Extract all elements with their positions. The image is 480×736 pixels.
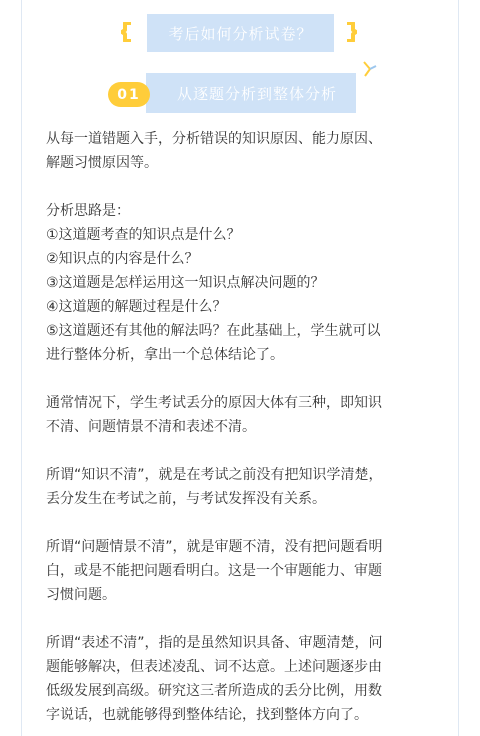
text-line: 从每一道错题入手，分析错误的知识原因、能力原因、 [46,131,382,147]
paragraph [46,127,438,175]
text-line: 所谓“问题情景不清”，就是审题不清，没有把问题看明 [46,539,383,555]
section-title: 从逐题分析到整体分析 [146,73,356,113]
paragraph [46,391,438,439]
section-number-badge: 01 [108,82,150,107]
paragraph [46,199,438,367]
text-line: 字说话，也就能够得到整体结论，找到整体方向了。 [46,707,368,723]
frame-line-left [21,0,22,736]
bracket-left-icon [121,22,135,42]
frame-line-right [458,0,459,736]
text-line: 低级发展到高级。研究这三者所造成的丢分比例，用数 [46,683,382,699]
sparkle-icon [362,60,378,78]
text-line: 分析思路是： [46,203,130,219]
text-line: 所谓“知识不清”，就是在考试之前没有把知识学清楚， [46,467,383,483]
text-line: 不清、问题情景不清和表述不清。 [46,419,256,435]
text-line: ④这道题的解题过程是什么？ [46,299,227,315]
text-line: 所谓“表述不清”，指的是虽然知识具备、审题清楚，问 [46,635,383,651]
text-line: 通常情况下，学生考试丢分的原因大体有三种，即知识 [46,395,382,411]
text-line: 解题习惯原因等。 [46,155,158,171]
text-line: ①这道题考查的知识点是什么？ [46,227,241,243]
text-line: ⑤这道题还有其他的解法吗？在此基础上，学生就可以 [46,323,381,339]
article-body [46,127,438,736]
text-line: 习惯问题。 [46,587,116,603]
bracket-right-icon [343,22,357,42]
text-line: ③这道题是怎样运用这一知识点解决问题的？ [46,275,325,291]
text-line: 丢分发生在考试之前，与考试发挥没有关系。 [46,491,326,507]
paragraph [46,463,438,511]
text-line: 进行整体分析，拿出一个总体结论了。 [46,347,284,363]
text-line: 题能够解决，但表述凌乱、词不达意。上述问题逐步由 [46,659,382,675]
paragraph [46,535,438,607]
paragraph [46,631,438,727]
page-title: 考后如何分析试卷？ [147,14,334,52]
text-line: ②知识点的内容是什么？ [46,251,199,267]
text-line: 白，或是不能把问题看明白。这是一个审题能力、审题 [46,563,382,579]
